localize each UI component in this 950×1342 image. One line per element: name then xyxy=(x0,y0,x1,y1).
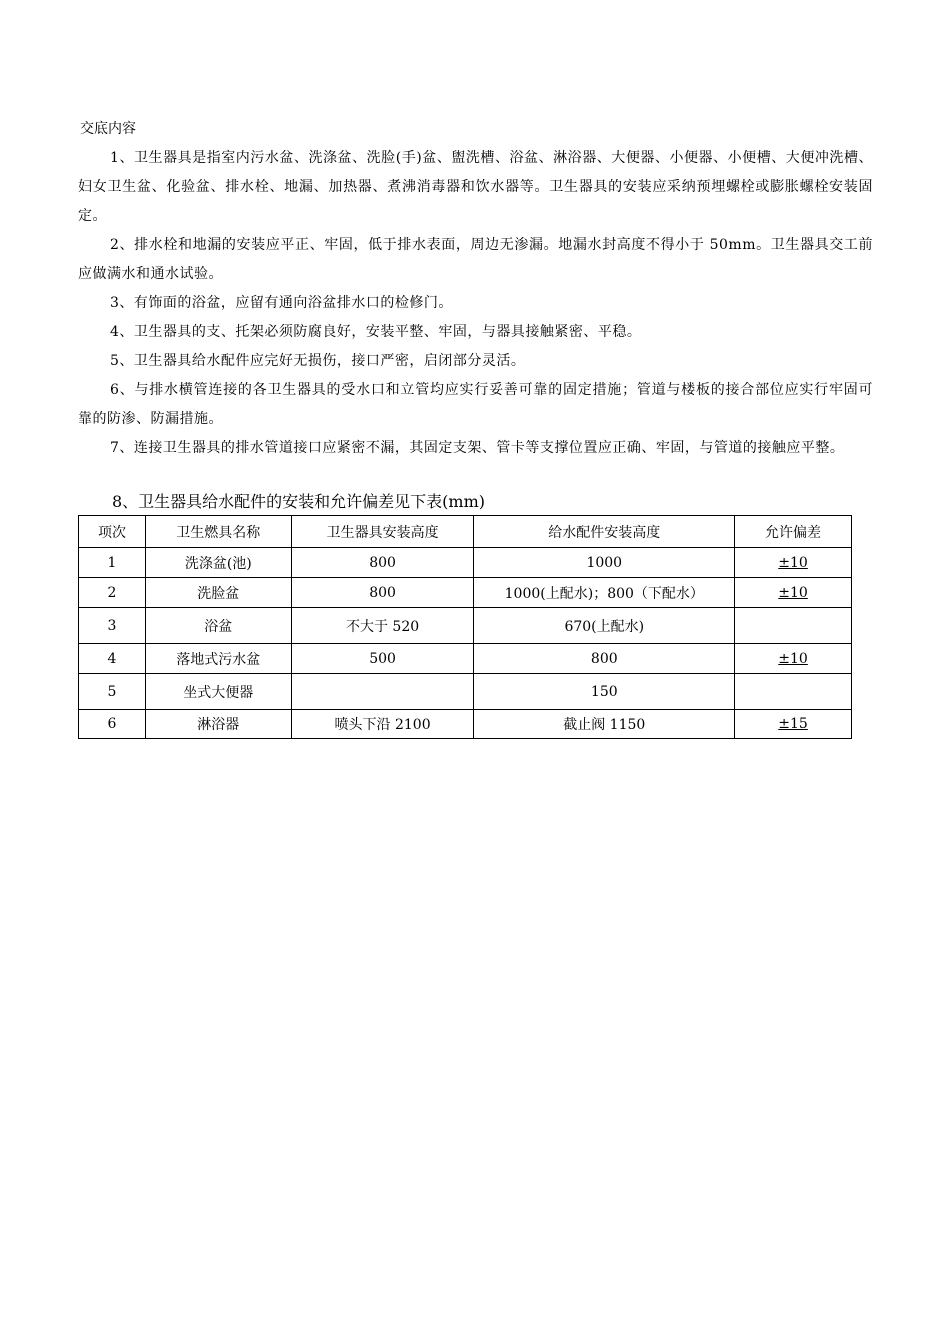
table-row xyxy=(79,578,852,608)
table-row xyxy=(79,710,852,739)
table-cell: 落地式污水盆 xyxy=(145,644,291,674)
table-row xyxy=(79,644,852,674)
paragraph-list xyxy=(78,144,873,463)
table-cell: ±10 xyxy=(735,548,852,578)
section-heading: 交底内容 xyxy=(80,121,136,137)
table-cell: 洗脸盆 xyxy=(145,578,291,608)
table-header-cell: 允许偏差 xyxy=(735,516,852,548)
table-cell: 670(上配水) xyxy=(474,608,735,644)
table-title: 8、卫生器具给水配件的安装和允许偏差见下表(mm) xyxy=(112,492,486,511)
table-cell: 800 xyxy=(291,578,474,608)
table-cell: 喷头下沿 2100 xyxy=(291,710,474,739)
table-cell: ±10 xyxy=(735,578,852,608)
table-header-cell: 卫生器具安装高度 xyxy=(291,516,474,548)
table-cell: 淋浴器 xyxy=(145,710,291,739)
table-cell: 5 xyxy=(79,674,146,710)
table-header-cell: 项次 xyxy=(79,516,146,548)
table-cell: 6 xyxy=(79,710,146,739)
table-header-row xyxy=(79,516,852,548)
table-cell: 150 xyxy=(474,674,735,710)
paragraph: 6、与排水横管连接的各卫生器具的受水口和立管均应实行妥善可靠的固定措施；管道与楼板的接合部位应实行牢固可靠的防渗、防漏措施。 xyxy=(78,382,873,427)
tolerance-table xyxy=(78,515,852,739)
table-cell: ±10 xyxy=(735,644,852,674)
table-cell: 1 xyxy=(79,548,146,578)
table-row xyxy=(79,608,852,644)
paragraph: 3、有饰面的浴盆，应留有通向浴盆排水口的检修门。 xyxy=(110,295,453,311)
table-row xyxy=(79,548,852,578)
table-cell: 截止阀 1150 xyxy=(474,710,735,739)
paragraph: 4、卫生器具的支、托架必须防腐良好，安装平整、牢固，与器具接触紧密、平稳。 xyxy=(110,324,642,340)
table-cell: 坐式大便器 xyxy=(145,674,291,710)
paragraph: 1、卫生器具是指室内污水盆、洗涤盆、洗脸(手)盆、盥洗槽、浴盆、淋浴器、大便器、小便器、小便槽、大便冲洗槽、妇女卫生盆、化验盆、排水栓、地漏、加热器、煮沸消毒器和饮水器等。卫生器具的安装应采纳预埋螺栓或膨胀螺栓安装固定。 xyxy=(78,150,873,224)
table-row xyxy=(79,674,852,710)
table-cell: 4 xyxy=(79,644,146,674)
paragraph: 5、卫生器具给水配件应完好无损伤，接口严密，启闭部分灵活。 xyxy=(110,353,526,369)
table-cell: 洗涤盆(池) xyxy=(145,548,291,578)
table-cell xyxy=(291,674,474,710)
table-cell: 800 xyxy=(474,644,735,674)
paragraph: 2、排水栓和地漏的安装应平正、牢固，低于排水表面，周边无渗漏。地漏水封高度不得小于 50mm。卫生器具交工前应做满水和通水试验。 xyxy=(78,237,873,282)
table-header-cell: 给水配件安装高度 xyxy=(474,516,735,548)
table-cell: 1000 xyxy=(474,548,735,578)
table-cell: ±15 xyxy=(735,710,852,739)
table-cell: 800 xyxy=(291,548,474,578)
table-cell: 浴盆 xyxy=(145,608,291,644)
table-cell: 不大于 520 xyxy=(291,608,474,644)
table-cell: 500 xyxy=(291,644,474,674)
table-cell: 2 xyxy=(79,578,146,608)
table-cell: 3 xyxy=(79,608,146,644)
table-header-cell: 卫生燃具名称 xyxy=(145,516,291,548)
table-cell xyxy=(735,674,852,710)
table-cell xyxy=(735,608,852,644)
paragraph: 7、连接卫生器具的排水管道接口应紧密不漏，其固定支架、管卡等支撑位置应正确、牢固，与管道的接触应平整。 xyxy=(110,440,845,456)
table-cell: 1000(上配水)；800（下配水） xyxy=(474,578,735,608)
